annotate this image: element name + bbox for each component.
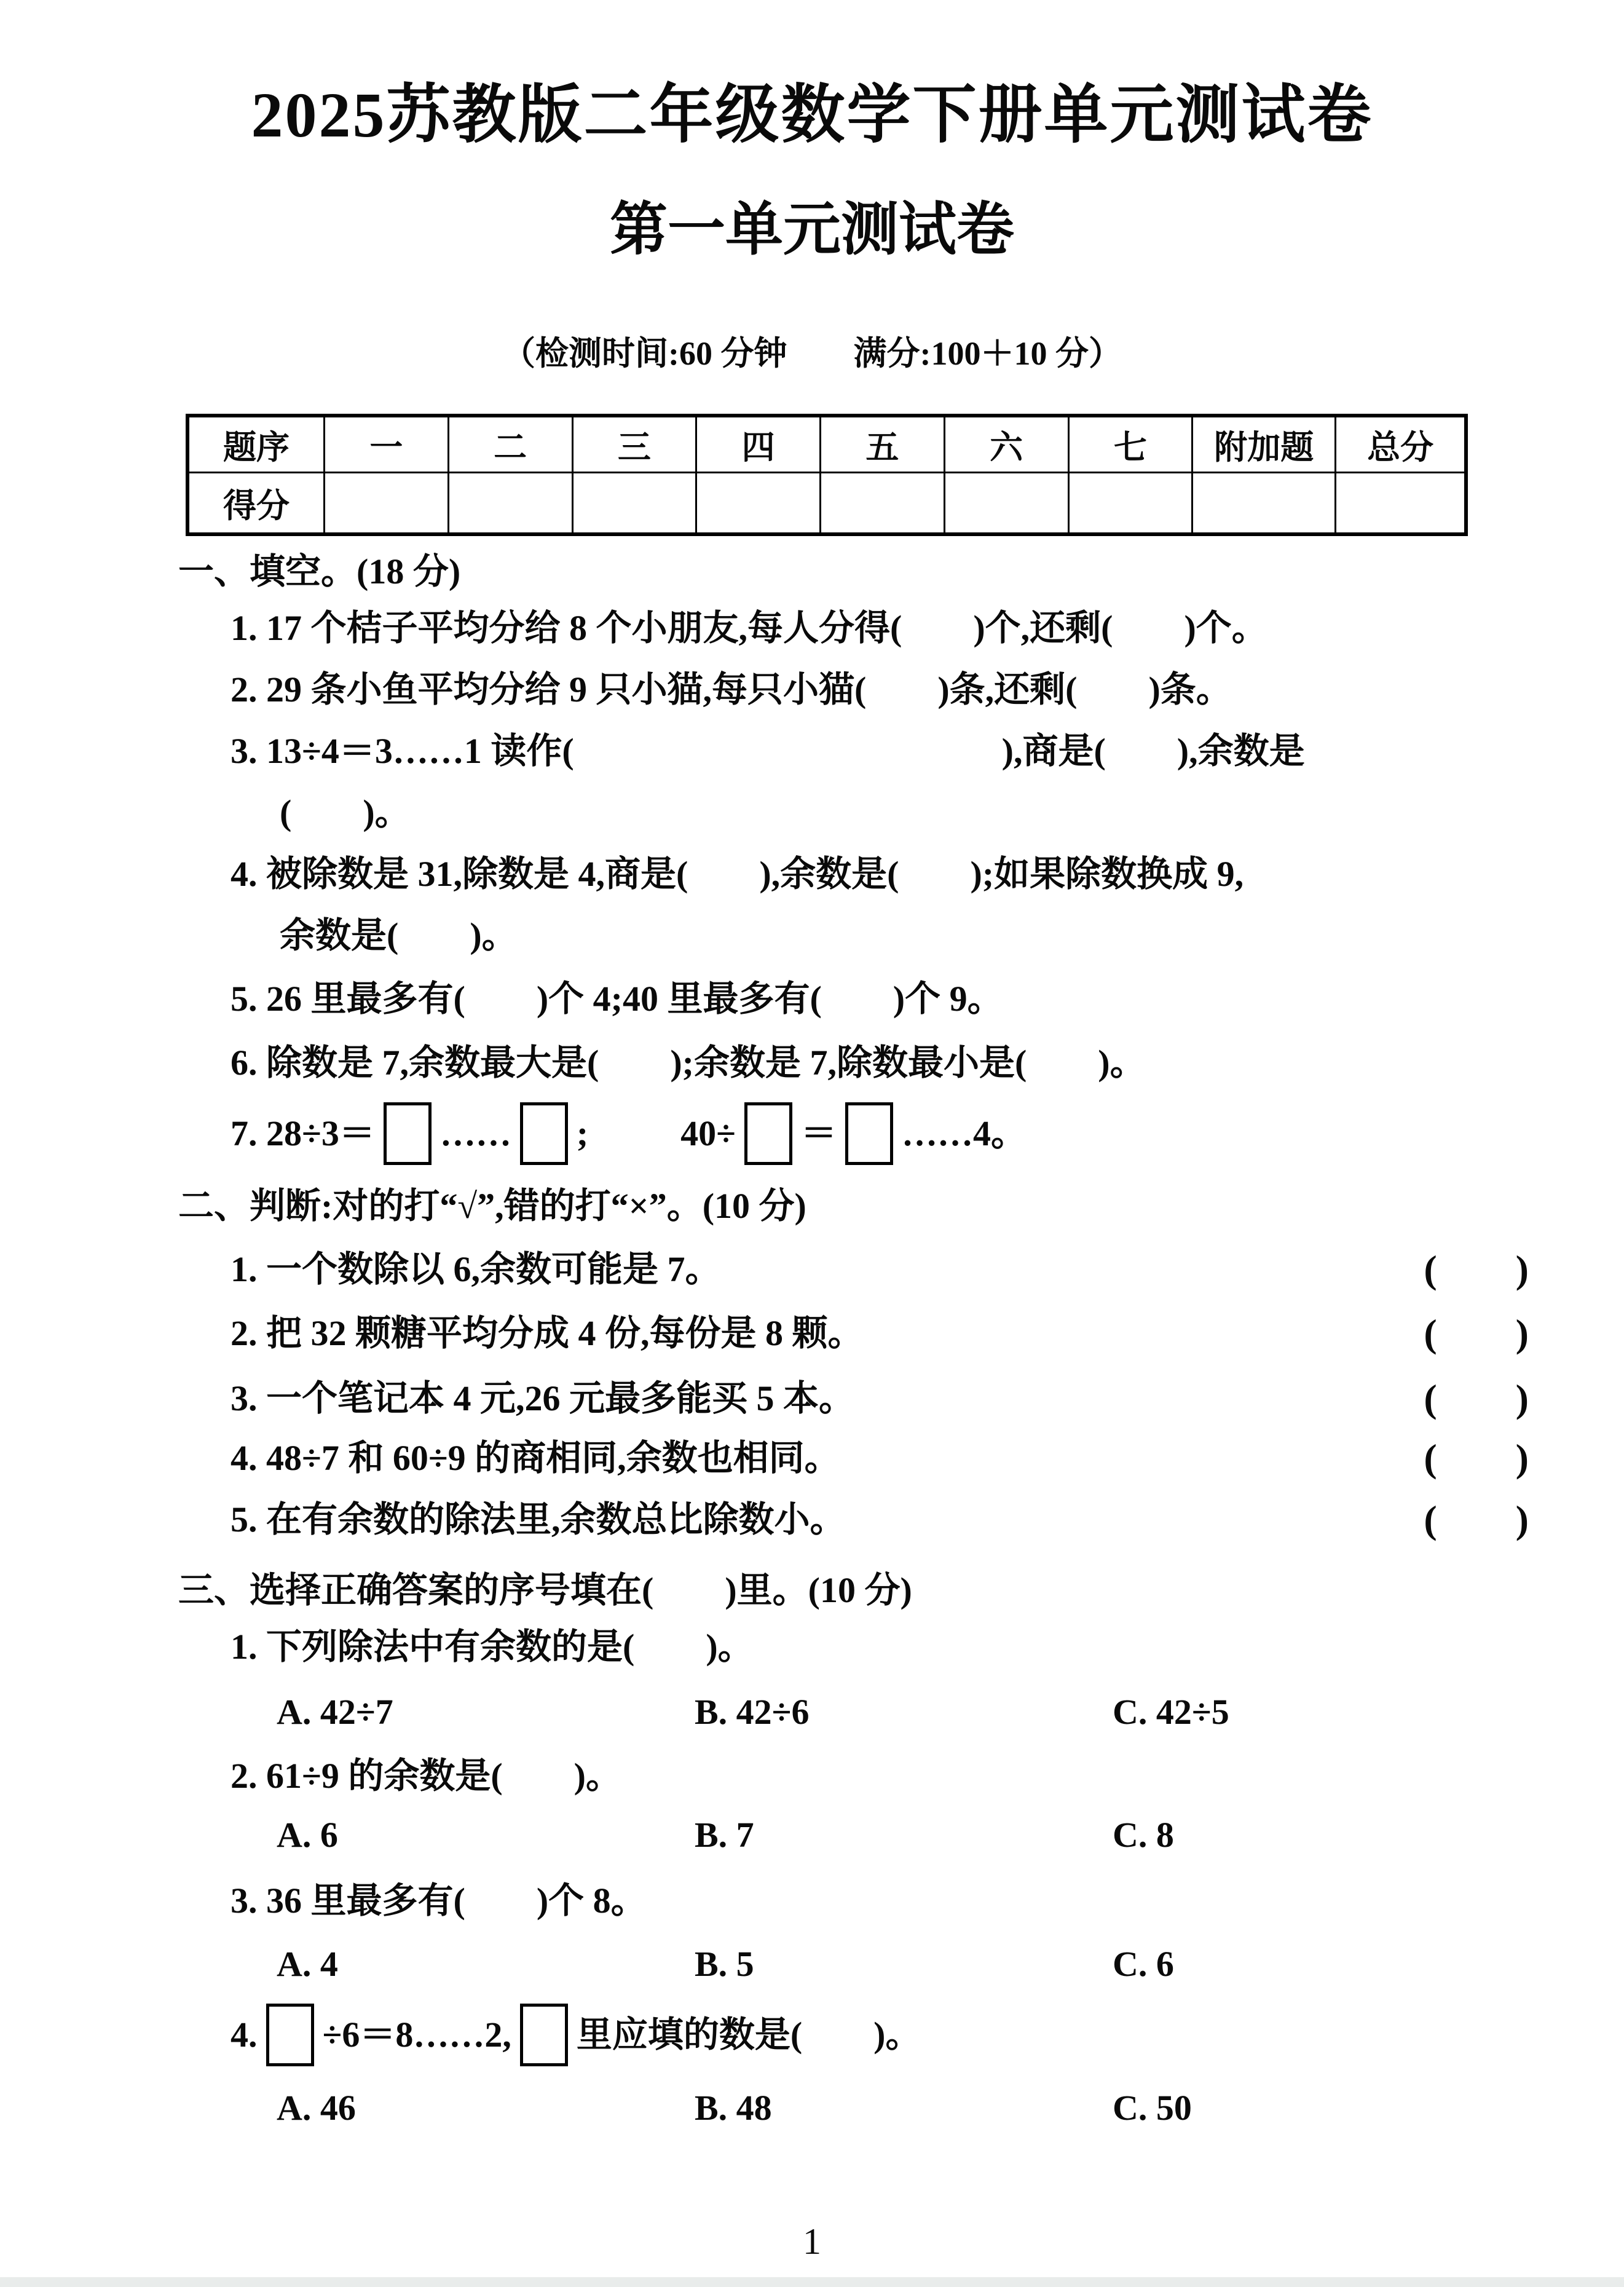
choice-q1-stem: 1. 下列除法中有余数的是( )。 (231, 1627, 754, 1667)
choice-option: A. 6 (277, 1815, 338, 1855)
choice-q3-stem: 3. 36 里最多有( )个 8。 (231, 1881, 647, 1921)
choice-option: C. 42÷5 (1113, 1692, 1229, 1732)
fill-q1: 1. 17 个桔子平均分给 8 个小朋友,每人分得( )个,还剩( )个。 (231, 608, 1267, 648)
answer-box (520, 1102, 568, 1165)
score-table-header-cell: 总分 (1336, 416, 1466, 473)
fill-q4-line2: 余数是( )。 (280, 915, 518, 955)
score-table-header-cell: 题序 (187, 416, 325, 473)
choice-q4-text: 里应填的数是( )。 (576, 2015, 921, 2055)
judge-answer-blank: ( ) (1424, 1498, 1529, 1541)
choice-q2-options (178, 1812, 1575, 1858)
judge-item-text: 1. 一个数除以 6,余数可能是 7。 (231, 1249, 721, 1289)
choice-option: B. 7 (695, 1815, 754, 1855)
score-table-header-cell: 三 (572, 416, 696, 473)
page-number: 1 (803, 2221, 821, 2262)
choice-q4-text: 4. (231, 2015, 258, 2055)
judge-item (178, 1376, 1529, 1421)
choice-q4-text: ÷6＝8……2, (322, 2015, 511, 2055)
judge-item (178, 1497, 1529, 1542)
judge-item-text: 3. 一个笔记本 4 元,26 元最多能买 5 本。 (231, 1378, 855, 1418)
choice-option: C. 6 (1113, 1944, 1174, 1984)
section-choice-heading: 三、选择正确答案的序号填在( )里。(10 分) (178, 1570, 912, 1610)
score-table-score-row (187, 473, 1466, 535)
score-table-header-row (187, 416, 1466, 473)
choice-option: A. 42÷7 (277, 1692, 393, 1732)
fill-q2: 2. 29 条小鱼平均分给 9 只小猫,每只小猫( )条,还剩( )条。 (231, 670, 1232, 709)
score-table-header-cell: 六 (944, 416, 1068, 473)
score-table-header-cell: 附加题 (1192, 416, 1336, 473)
answer-box (384, 1102, 432, 1165)
judge-answer-blank: ( ) (1424, 1247, 1529, 1291)
choice-option: B. 42÷6 (695, 1692, 810, 1732)
score-cell (696, 473, 821, 535)
exam-info: （检测时间:60 分钟 满分:100＋10 分） (502, 335, 1122, 372)
fill-q7-text: …… (440, 1113, 511, 1153)
judge-item (178, 1247, 1529, 1292)
page-bottom-edge (0, 2277, 1624, 2287)
page-subtitle: 第一单元测试卷 (609, 198, 1014, 262)
judge-item-text: 5. 在有余数的除法里,余数总比除数小。 (231, 1499, 846, 1539)
score-cell (325, 473, 449, 535)
score-table-header-cell: 七 (1068, 416, 1192, 473)
judge-answer-blank: ( ) (1424, 1377, 1529, 1420)
judge-answer-blank: ( ) (1424, 1311, 1529, 1355)
choice-q2-stem: 2. 61÷9 的余数是( )。 (231, 1756, 621, 1796)
choice-option: C. 50 (1113, 2088, 1192, 2128)
choice-q4-options (178, 2085, 1575, 2131)
fill-q6: 6. 除数是 7,余数最大是( );余数是 7,除数最小是( )。 (231, 1043, 1146, 1083)
fill-q7 (178, 1098, 1529, 1169)
fill-q4-line1: 4. 被除数是 31,除数是 4,商是( ),余数是( );如果除数换成 9, (231, 854, 1244, 894)
choice-option: A. 46 (277, 2088, 356, 2128)
fill-q5: 5. 26 里最多有( )个 4;40 里最多有( )个 9。 (231, 979, 1003, 1019)
score-table-header-cell: 二 (448, 416, 572, 473)
score-table (186, 414, 1468, 536)
section-fill-heading: 一、填空。(18 分) (178, 551, 461, 591)
score-table-header-cell: 一 (325, 416, 449, 473)
page-title: 2025苏教版二年级数学下册单元测试卷 (251, 80, 1373, 151)
fill-q7-text: ; (576, 1113, 589, 1153)
score-cell (572, 473, 696, 535)
choice-option: C. 8 (1113, 1815, 1174, 1855)
judge-answer-blank: ( ) (1424, 1436, 1529, 1480)
judge-item (178, 1436, 1529, 1481)
choice-q4-stem (178, 1999, 1529, 2071)
score-cell (944, 473, 1068, 535)
score-cell (1336, 473, 1466, 535)
judge-item-text: 4. 48÷7 和 60÷9 的商相同,余数也相同。 (231, 1438, 840, 1478)
choice-option: A. 4 (277, 1944, 338, 1984)
score-cell (1192, 473, 1336, 535)
fill-q3-line2: ( )。 (280, 792, 411, 832)
choice-q3-options (178, 1941, 1575, 1987)
choice-q1-options (178, 1689, 1575, 1735)
fill-q7-text: 40÷ (680, 1113, 736, 1153)
answer-box (845, 1102, 893, 1165)
section-judge-heading: 二、判断:对的打“√”,错的打“×”。(10 分) (178, 1186, 806, 1226)
score-row-label: 得分 (187, 473, 325, 535)
score-cell (448, 473, 572, 535)
judge-item (178, 1311, 1529, 1356)
fill-q7-text: ……4。 (902, 1113, 1027, 1153)
judge-item-text: 2. 把 32 颗糖平均分成 4 份,每份是 8 颗。 (231, 1313, 864, 1353)
answer-box (266, 2004, 314, 2066)
fill-q3-line1: 3. 13÷4＝3……1 读作( ),商是( ),余数是 (231, 731, 1305, 771)
score-table-header-cell: 四 (696, 416, 821, 473)
answer-box (520, 2004, 568, 2066)
choice-option: B. 5 (695, 1944, 754, 1984)
score-cell (1068, 473, 1192, 535)
choice-option: B. 48 (695, 2088, 772, 2128)
answer-box (744, 1102, 792, 1165)
score-cell (821, 473, 945, 535)
score-table-header-cell: 五 (821, 416, 945, 473)
fill-q7-text: 7. 28÷3＝ (231, 1113, 375, 1153)
fill-q7-text: ＝ (801, 1113, 837, 1153)
